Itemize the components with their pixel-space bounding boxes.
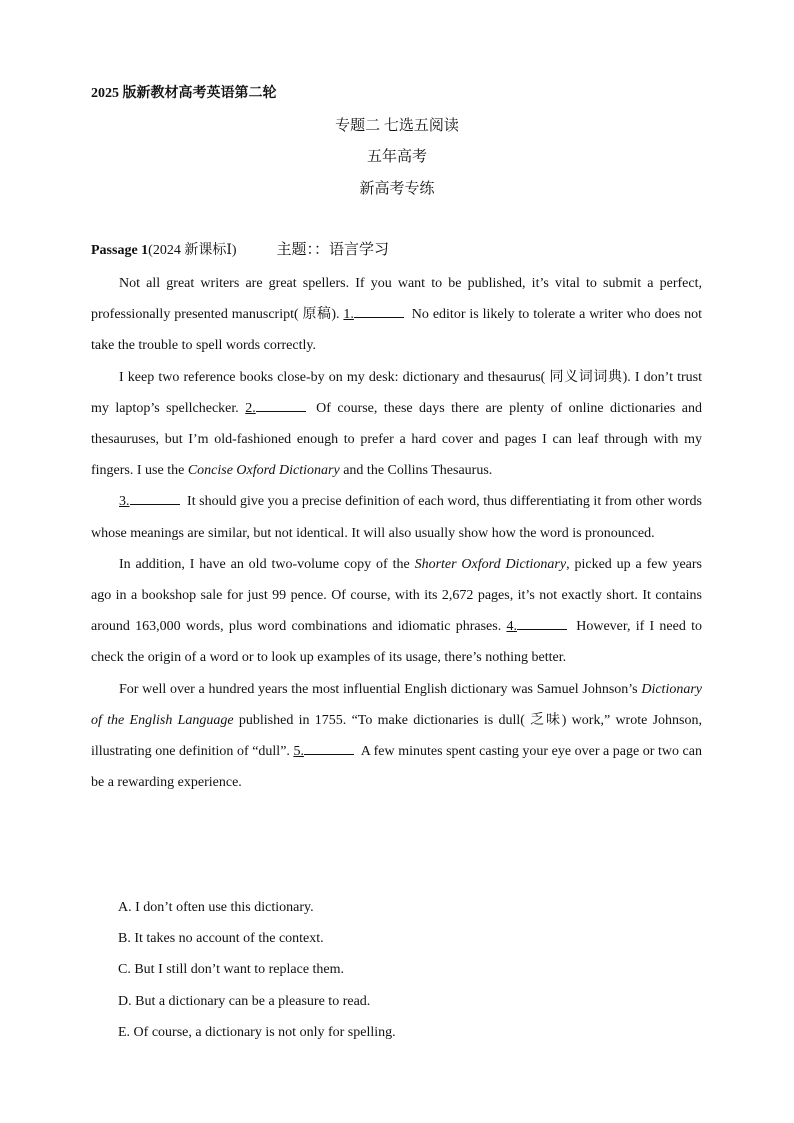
series-title: 2025 版新教材高考英语第二轮 — [91, 86, 277, 101]
paragraph-text: A few minutes spent casting your eye over a page or two can be a rewarding experience. — [91, 744, 702, 791]
paragraph-text: It should give you a precise definition of each word, thus differentiating it from other words whose meanings are similar, but not identical. It will also usually show how the word is pronounced. — [91, 494, 702, 541]
answer-options — [118, 892, 396, 1048]
blank-5[interactable]: 5. — [293, 744, 358, 759]
blank-2[interactable]: 2. — [245, 401, 310, 416]
option-e[interactable]: E. Of course, a dictionary is not only for spelling. — [118, 1024, 396, 1040]
option-a[interactable]: A. I don’t often use this dictionary. — [118, 900, 314, 915]
option-b[interactable]: B. It takes no account of the context. — [118, 931, 324, 947]
option-d[interactable]: D. But a dictionary can be a pleasure to read. — [118, 993, 371, 1009]
paragraph-text: Of course, these days there are plenty of online dictionaries and thesauruses, but I’m old-fashioned enough to prefer a hard cover and pages I can leaf through with my fingers. I use the — [91, 400, 702, 479]
book-title: Concise Oxford Dictionary — [187, 463, 340, 479]
paragraph-text: , picked up a few years ago in a bookshop sale for just 99 pence. Of course, with its 2,672 pages, it’s not exactly short. It contains around 163,000 words, plus word combinations and idiomatic phrases. — [91, 556, 703, 635]
book-title: Dictionary of the English Language — [91, 681, 702, 728]
passage-heading — [91, 238, 389, 259]
paragraph-4 — [91, 549, 702, 674]
paragraph-text: Not all great writers are great spellers. If you want to be published, it’s vital to submit a perfect, professionally presented manuscript( 原稿). — [91, 276, 702, 323]
paragraph-text: I keep two reference books close-by on my desk: dictionary and thesaurus( 同义词词典). I don’t trust my laptop’s spellchecker. — [91, 369, 702, 416]
paragraph-3 — [91, 486, 702, 548]
paragraph-text: However, if I need to check the origin of a word or to look up examples of its usage, there’s nothing better. — [91, 619, 702, 666]
topic-title: 专题二 七选五阅读 — [335, 118, 459, 134]
section-title: 新高考专练 — [359, 181, 435, 197]
passage-body — [91, 268, 702, 798]
paragraph-text: In addition, I have an old two-volume copy of the — [119, 556, 415, 572]
passage-theme: 主题：：语言学习 — [276, 242, 390, 258]
passage-source: (2024 新课标Ⅰ) — [148, 243, 237, 258]
paragraph-text: For well over a hundred years the most influential English dictionary was Samuel Johnson’s — [119, 681, 642, 697]
book-title: Shorter Oxford Dictionary — [414, 556, 567, 572]
paragraph-text: and the Collins Thesaurus. — [339, 463, 493, 479]
paragraph-2 — [91, 362, 702, 487]
paragraph-text: No editor is likely to tolerate a writer who does not take the trouble to spell words correctly. — [91, 307, 702, 354]
passage-label: Passage 1 — [91, 243, 149, 258]
option-c[interactable]: C. But I still don’t want to replace them. — [118, 962, 345, 978]
paragraph-1 — [91, 268, 702, 362]
blank-4[interactable]: 4. — [506, 619, 571, 634]
paragraph-text: published in 1755. “To make dictionaries is dull( 乏味) work,” wrote Johnson, illustrating one definition of “dull”. — [91, 712, 702, 760]
paragraph-5 — [91, 674, 702, 799]
blank-3[interactable]: 3. — [119, 494, 184, 509]
subtitle: 五年高考 — [366, 149, 427, 165]
blank-1[interactable]: 1. — [343, 307, 408, 322]
